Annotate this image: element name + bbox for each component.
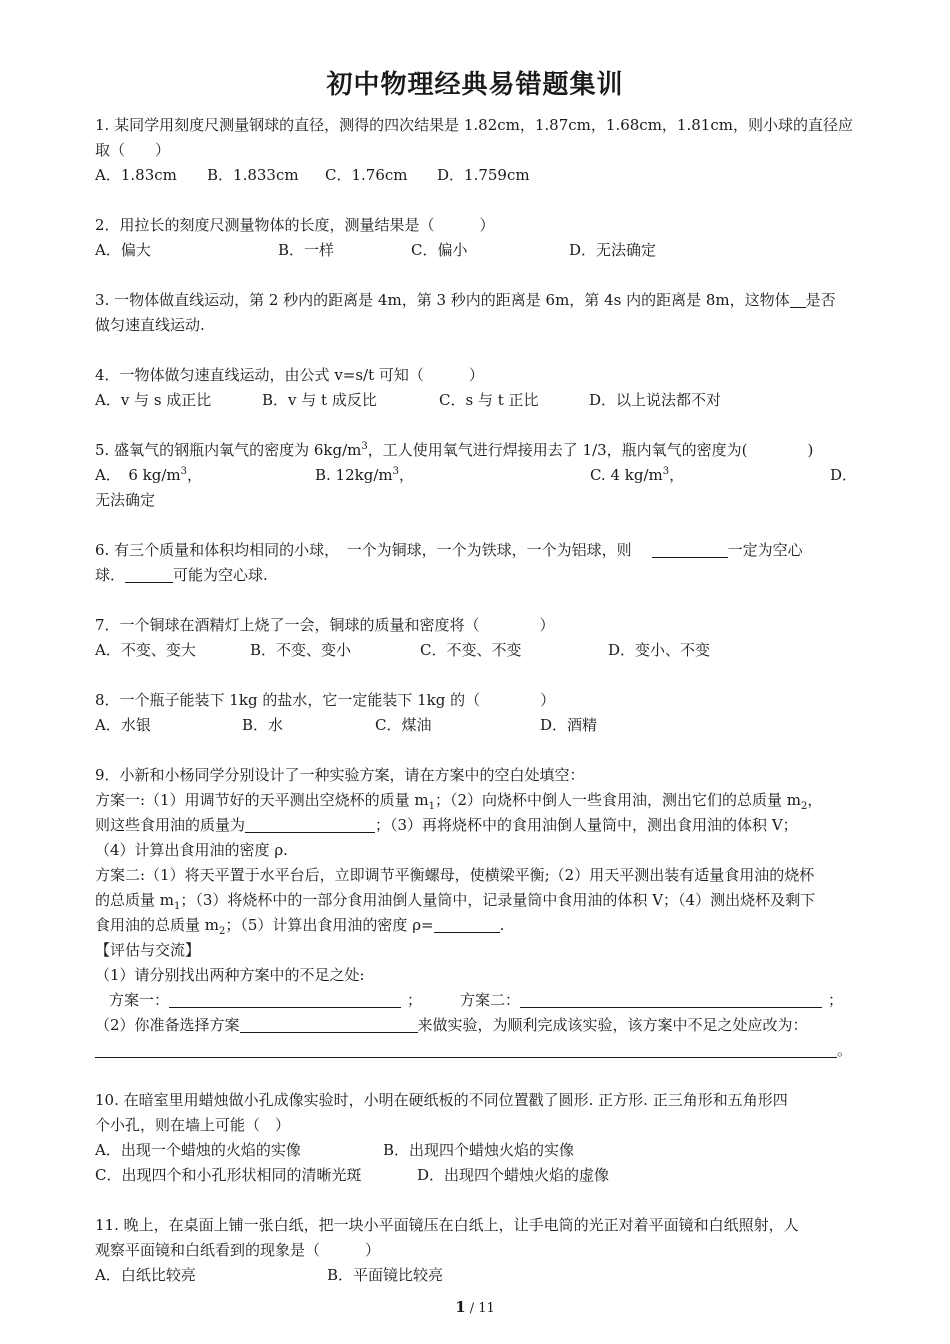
question-stem: 10. 在暗室里用蜡烛做小孔成像实验时，小明在硬纸板的不同位置戳了圆形. 正方形. 正三角形和五角形四 (95, 1091, 788, 1109)
question-5 (95, 438, 857, 513)
option-a: A．偏大 (95, 241, 151, 259)
question-stem: 2．用拉长的刻度尺测量物体的长度，测量结果是（ ） (95, 216, 495, 234)
option-b: B．一样 (278, 241, 335, 259)
option-b: B．1.833cm (207, 166, 299, 184)
question-2 (95, 213, 857, 263)
option-a: A．出现一个蜡烛的火焰的实像 (95, 1141, 301, 1159)
option-d-cont: 无法确定 (95, 491, 156, 509)
answer-blank[interactable] (652, 540, 728, 558)
option-d: D．出现四个蜡烛火焰的虚像 (417, 1166, 610, 1184)
question-stem-cont: 做匀速直线运动. (95, 316, 205, 334)
evaluation-q2: （2）你准备选择方案 来做实验，为顺利完成该实验，该方案中不足之处应改为： (95, 1016, 808, 1034)
option-b: B．v 与 t 成反比 (262, 391, 377, 409)
option-d: D．以上说法都不对 (589, 391, 722, 409)
question-stem-cont: 个小孔，则在墙上可能（ ） (95, 1116, 291, 1134)
question-7 (95, 613, 857, 663)
question-stem: 5. 盛氧气的钢瓶内氧气的密度为 $6kg/m^3$，工人使用氧气进行焊接用去了 1/3，瓶内氧气的密度为( ) (95, 441, 814, 459)
answer-blank[interactable] (240, 1015, 418, 1033)
options-row (95, 388, 857, 413)
option-a: A．v 与 s 成正比 (95, 391, 212, 409)
option-d: D．变小、不变 (608, 641, 711, 659)
question-4 (95, 363, 857, 413)
question-stem: 11. 晚上，在桌面上铺一张白纸，把一块小平面镜压在白纸上，让手电筒的光正对着平面镜和白纸照射，人 (95, 1216, 799, 1234)
option-c: C．1.76cm (325, 166, 408, 184)
answer-blank[interactable] (95, 1040, 837, 1058)
option-a: A．白纸比较亮 (95, 1266, 196, 1284)
option-d: D．1.759cm (437, 166, 530, 184)
evaluation-q1-blanks: 方案一： ； 方案二： ； (109, 991, 844, 1009)
options-row (95, 638, 857, 663)
option-a: A．不变、变大 (95, 641, 196, 659)
question-stem: 8．一个瓶子能装下 1kg 的盐水，它一定能装下 1kg 的（ ） (95, 691, 556, 709)
answer-blank[interactable] (520, 990, 822, 1008)
question-stem: 9．小新和小杨同学分别设计了一种实验方案，请在方案中的空白处填空： (95, 766, 585, 784)
plan-two-cont: 食用油的总质量 $m_2$；（5）计算出食用油的密度 ρ= . (95, 916, 505, 937)
options-row (95, 1263, 857, 1288)
answer-blank[interactable] (245, 815, 375, 833)
question-1 (95, 113, 857, 188)
options-row (95, 238, 857, 263)
option-c: C．出现四个和小孔形状相同的清晰光斑 (95, 1166, 362, 1184)
question-6 (95, 538, 857, 588)
question-stem-cont: 取（ ） (95, 141, 171, 159)
question-11 (95, 1213, 857, 1288)
answer-blank[interactable] (125, 565, 173, 583)
answer-blank[interactable] (434, 915, 500, 933)
page-title: 初中物理经典易错题集训 (326, 70, 624, 100)
option-a: A．水银 (95, 716, 151, 734)
question-stem: 3. 一物体做直线运动，第 2 秒内的距离是 4m，第 3 秒内的距离是 6m，第 4s 内的距离是 8m，这物体 是否 (95, 291, 836, 309)
options-row (95, 1163, 857, 1188)
option-b: B．不变、变小 (250, 641, 352, 659)
option-d: D． (829, 466, 857, 484)
option-b: B．平面镜比较亮 (327, 1266, 444, 1284)
option-b: B．水 (242, 716, 284, 734)
question-stem-cont: 球． 可能为空心球. (95, 566, 268, 584)
evaluation-heading: 【评估与交流】 (95, 941, 201, 959)
evaluation-q2-cont: 。 (95, 1038, 857, 1063)
option-d: D．无法确定 (569, 241, 657, 259)
question-stem: 4．一物体做匀速直线运动，由公式 v=s/t 可知（ ） (95, 366, 484, 384)
options-row (95, 713, 857, 738)
option-a: A．1.83cm (95, 166, 177, 184)
options-row (95, 1138, 857, 1163)
question-stem: 1. 某同学用刻度尺测量钢球的直径，测得的四次结果是 1.82cm，1.87cm，1.68cm，1.81cm，则小球的直径应 (95, 116, 853, 134)
plan-one-cont: （4）计算出食用油的密度 ρ. (95, 841, 288, 859)
option-c: C. 4 $kg/m^3$， (589, 466, 685, 484)
options-row (95, 463, 857, 488)
question-stem: 6. 有三个质量和体积均相同的小球， 一个为铜球，一个为铁球，一个为铝球，则 一定为空心 (95, 541, 803, 559)
plan-one-cont: 则这些食用油的质量为 ；（3）再将烧杯中的食用油倒人量筒中，测出食用油的体积 V； (95, 816, 798, 834)
option-b: B. $12kg/m^3$， (314, 466, 414, 484)
option-d: D．酒精 (540, 716, 598, 734)
answer-blank[interactable] (790, 290, 806, 308)
question-3 (95, 288, 857, 338)
question-10 (95, 1088, 857, 1188)
question-list (95, 113, 857, 1313)
plan-one: 方案一:（1）用调节好的天平测出空烧杯的质量 $m_1$；（2）向烧杯中倒人一些食用油，测出它们的总质量 $m_2$， (95, 791, 823, 812)
question-stem: 7．一个铜球在酒精灯上烧了一会，铜球的质量和密度将（ ） (95, 616, 555, 634)
question-stem-cont: 观察平面镜和白纸看到的现象是（ ） (95, 1241, 381, 1259)
page-number: 1 / 11 (455, 1298, 495, 1316)
option-a: A． 6 $kg/m^3$， (95, 466, 203, 484)
option-c: C．s 与 t 正比 (439, 391, 539, 409)
option-b: B．出现四个蜡烛火焰的实像 (383, 1141, 575, 1159)
question-8 (95, 688, 857, 738)
plan-two-cont: 的总质量 $m_1$；（3）将烧杯中的一部分食用油倒人量筒中，记录量筒中食用油的体积 V；（4）测出烧杯及剩下 (95, 891, 816, 912)
option-c: C．煤油 (375, 716, 432, 734)
plan-two: 方案二:（1）将天平置于水平台后，立即调节平衡螺母，使横梁平衡;（2）用天平测出装有适量食用油的烧杯 (95, 866, 815, 884)
answer-blank[interactable] (169, 990, 401, 1008)
option-c: C．偏小 (411, 241, 468, 259)
options-row (95, 163, 857, 188)
evaluation-q1: （1）请分别找出两种方案中的不足之处: (95, 966, 365, 984)
option-c: C．不变、不变 (420, 641, 522, 659)
question-9 (95, 763, 857, 1063)
